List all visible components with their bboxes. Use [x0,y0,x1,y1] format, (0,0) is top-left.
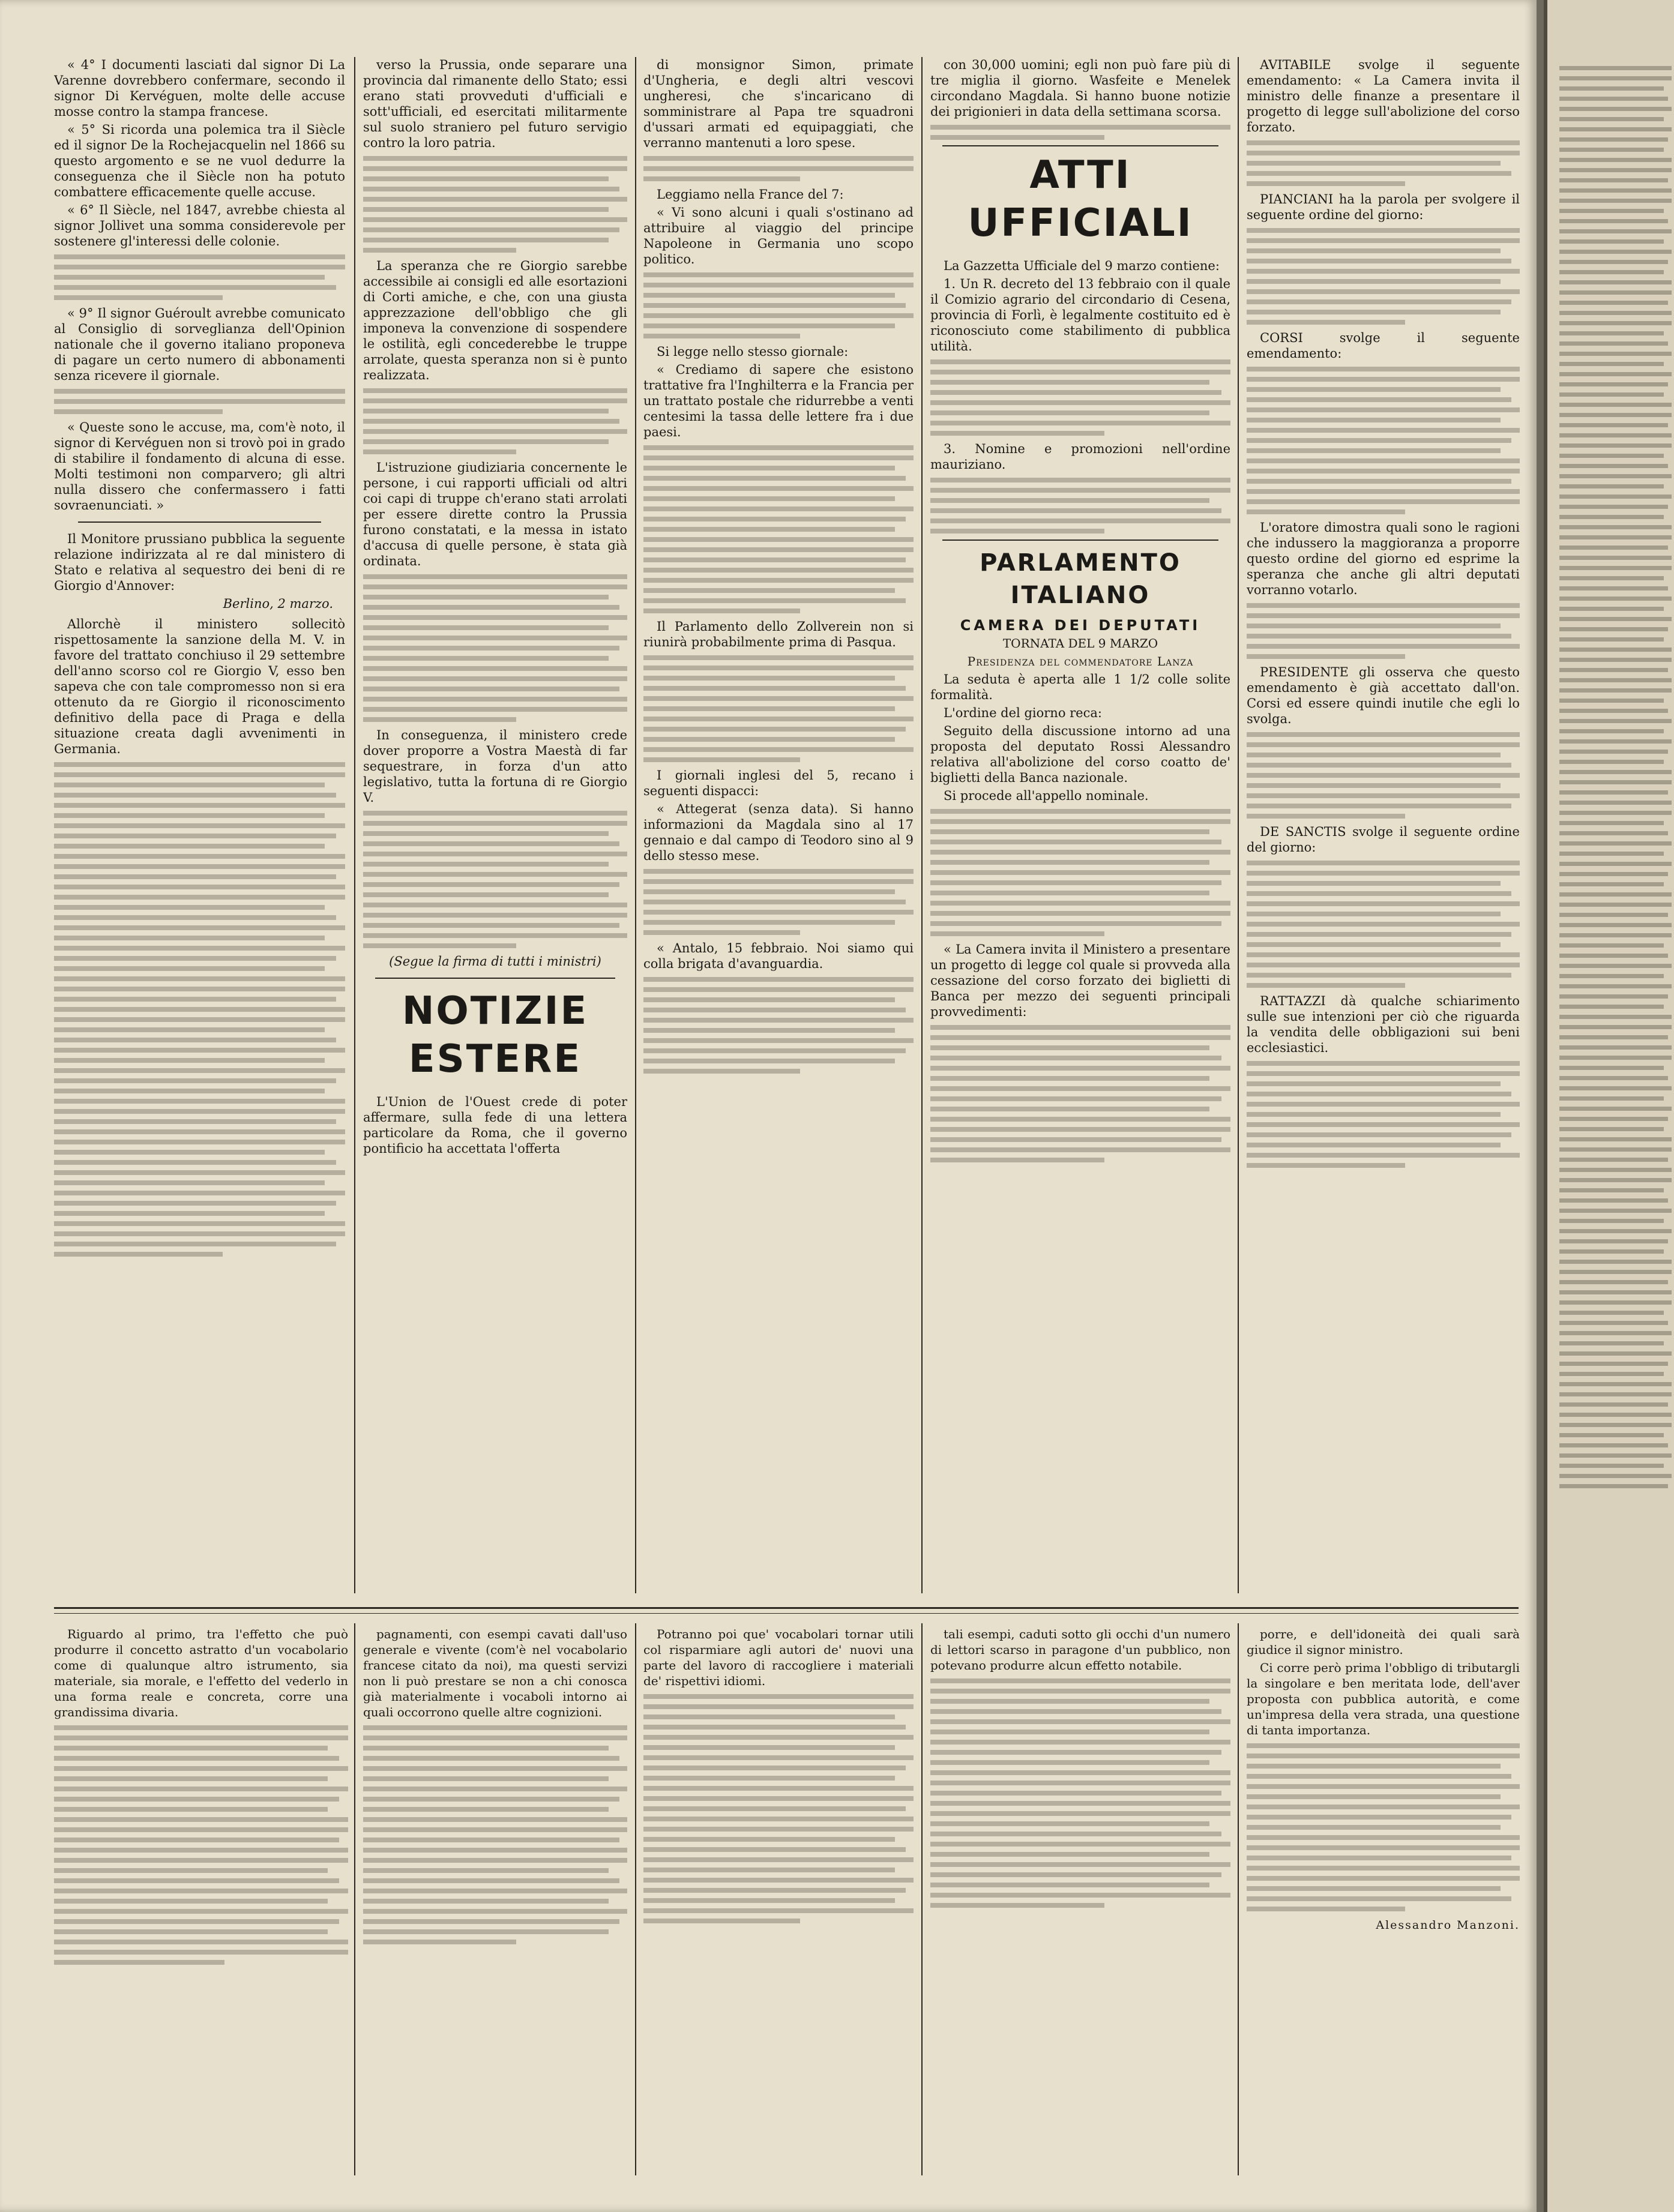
paragraph: di monsignor Simon, primate d'Ungheria, e degli altri vescovi ungheresi, che s'incaricano di somministrare al Papa tre squadroni d'ussari armati ed equipaggiati, che verranno mantenuti a loro spese. [643,58,914,150]
paragraph: « Antalo, 15 febbraio. Noi siamo qui colla brigata d'avanguardia. [643,941,914,971]
paragraph: « Crediamo di sapere che esistono trattative fra l'Inghilterra e la Francia per un trattato postale che ridurrebbe a venti centesimi la tassa delle lettere fra i due paesi. [643,362,914,439]
text-block [930,809,1230,936]
column-divider [354,1623,355,2175]
text-block [1247,140,1520,186]
paragraph: Il Monitore prussiano pubblica la seguente relazione indirizzata al re dal ministero di Stato e relativa al sequestro dei beni di re Giorgio d'Annover: [54,532,345,593]
paragraph: CORSI svolge il seguente emendamento: [1247,331,1520,361]
text-block [930,1025,1230,1162]
text-block [1247,1743,1520,1911]
paragraph: Il Parlamento dello Zollverein non si riunirà probabilmente prima di Pasqua. [643,619,914,649]
paragraph: AVITABILE svolge il seguente emendamento: « La Camera invita il ministro delle finanze a presentare il progetto di legge sull'abolizione del corso forzato. [1247,58,1520,134]
text-block [54,254,345,300]
paragraph: La Gazzetta Ufficiale del 9 marzo contiene: [944,259,1220,273]
text-block [363,574,627,722]
text-block [643,655,914,762]
divider [78,521,321,523]
paragraph: Si procede all'appello nominale. [944,789,1149,803]
column-divider [635,57,636,1593]
paragraph: « 4° I documenti lasciati dal signor Di La Varenne dovrebbero confermare, secondo il signor Di Kervéguen, molte delle accuse mosse contro la stampa francese. [54,58,345,119]
text-block [54,1725,348,1965]
paragraph: « 6° Il Siècle, nel 1847, avrebbe chiesta al signor Jollivet una somma considerevole per sostenere gl'interessi delle colonie. [54,203,345,248]
paragraph: « Attegerat (senza data). Si hanno informazioni da Magdala sino al 17 gennaio e dal campo di Teodoro sino al 9 dello stesso mese. [643,802,914,863]
paragraph: L'istruzione giudiziaria concernente le persone, i cui rapporti ufficiali od altri coi capi di truppe ch'erano stati arrolati per essere dirette contro la Prussia furono constatati, e la messa in istato d'accusa di quelle persone, è stata già ordinata. [363,460,627,568]
paragraph: DE SANCTIS svolge il seguente ordine del giorno: [1247,825,1520,855]
paragraph: 3. Nomine e promozioni nell'ordine mauriziano. [930,442,1230,472]
paragraph: « Vi sono alcuni i quali s'ostinano ad attribuire al viaggio del principe Napoleone in Germania uno scopo politico. [643,205,914,266]
divider [942,145,1218,146]
text-block [54,389,345,414]
paragraph: Potranno poi que' vocabolari tornar utili col risparmiare agli autori de' nuovi una parte del lavoro di raccogliere i materiali de' rispettivi idiomi. [643,1627,914,1688]
text-block [54,762,345,1257]
paragraph: Leggiamo nella France del 7: [657,187,844,202]
adjacent-page-edge [1544,0,1674,2212]
column-divider [635,1623,636,2175]
text-block [1247,1061,1520,1168]
feuilleton-column-4 [930,1626,1230,2172]
column-divider [1238,1623,1239,2175]
text-block [643,1694,914,1923]
paragraph: « 9° Il signor Guéroult avrebbe comunicato al Consiglio di sorveglianza dell'Opinion nationale che il governo italiano proponeva di pagare un certo numero di abbonamenti senza ricevere il giornale. [54,306,345,383]
paragraph: RATTAZZI dà qualche schiarimento sulle sue intenzioni per ciò che riguarda la vendita delle obbligazioni sui beni ecclesiastici. [1247,994,1520,1055]
text-block [643,869,914,935]
atti-ufficiali-heading: ATTI UFFICIALI [968,153,1193,245]
text-block [643,156,914,181]
author-signature: Alessandro Manzoni. [1376,1919,1520,1932]
section-divider [54,1613,1519,1614]
paragraph: tali esempi, caduti sotto gli occhi d'un numero di lettori scarso in paragone d'un pubblico, non potevano produrre alcun effetto notabile. [930,1627,1230,1673]
text-block [363,156,627,253]
signature-note: (Segue la firma di tutti i ministri) [389,954,601,969]
paragraph: PIANCIANI ha la parola per svolgere il seguente ordine del giorno: [1247,192,1520,222]
column-divider [921,57,923,1593]
paragraph: In conseguenza, il ministero crede dover proporre a Vostra Maestà di far sequestrare, in forza d'un atto legislativo, tutta la fortuna di re Giorgio V. [363,728,627,805]
column-4 [930,57,1230,1593]
dateline: Berlino, 2 marzo. [223,597,333,611]
parlamento-heading: PARLAMENTO ITALIANO [980,549,1181,609]
paragraph: Si legge nello stesso giornale: [657,344,849,359]
paragraph: « 5° Si ricorda una polemica tra il Siècle ed il signor De la Rochejacquelin nel 1866 su questo argomento e se ne vuol dedurre la conseguenza che il Siècle non ha potuto combattere efficacemente quelle accuse. [54,122,345,199]
paragraph: con 30,000 uomini; egli non può fare più di tre miglia il giorno. Wasfeite e Menelek circondano Magdala. Si hanno buone notizie dei prigionieri in data della settimana scorsa. [930,58,1230,119]
paragraph: 1. Un R. decreto del 13 febbraio con il quale il Comizio agrario del circondario di Cesena, provincia di Forlì, è legalmente costituito ed è riconosciuto come stabilimento di pubblica utilità. [930,277,1230,353]
text-block [1247,228,1520,325]
paragraph: Allorchè il ministero sollecitò rispettosamente la sanzione della M. V. in favore del trattato conchiuso il 29 settembre dell'anno scorso col re Giorgio V, esso ben sapeva che con tale compromesso non si era ottenuto da re Giorgio il riconoscimento definitivo della pace di Praga e della situazione creata dagli avvenimenti in Germania. [54,617,345,756]
column-5 [1247,57,1520,1593]
column-2 [363,57,627,1593]
text-block [930,359,1230,436]
tornata-heading: TORNATA DEL 9 MARZO [1002,636,1158,651]
text-block [930,1679,1230,1908]
notizie-estere-heading: NOTIZIE ESTERE [402,989,589,1081]
feuilleton-column-5 [1247,1626,1520,2172]
text-block [930,478,1230,533]
paragraph: L'ordine del giorno reca: [944,706,1102,720]
camera-heading: CAMERA DEI DEPUTATI [960,617,1201,634]
text-block [363,1725,627,1944]
text-block [363,388,627,454]
feuilleton-column-3 [643,1626,914,2172]
column-divider [1238,57,1239,1593]
divider [375,978,615,979]
text-block [643,977,914,1074]
column-divider [354,57,355,1593]
text-block [643,445,914,613]
divider [942,539,1218,541]
section-divider [54,1607,1519,1609]
paragraph: La seduta è aperta alle 1 1/2 colle solite formalità. [930,672,1230,702]
paragraph: « Queste sono le accuse, ma, com'è noto, il signor di Kervéguen non si trovò poi in grado di stabilire il fondamento di alcuna di esse. Molti testimoni non comparvero; gli altri nulla dissero che confermassero i fatti sovraenunciati. » [54,420,345,512]
column-divider [921,1623,923,2175]
column-1 [54,57,345,1599]
presidenza-heading: Presidenza del commendatore Lanza [967,654,1194,669]
text-block [363,811,627,948]
text-block [1247,603,1520,659]
paragraph: PRESIDENTE gli osserva che questo emendamento è già accettato dall'on. Corsi ed essere quindi inutile che egli lo svolga. [1247,665,1520,726]
text-block [643,272,914,338]
paragraph: verso la Prussia, onde separare una provincia dal rimanente dello Stato; essi erano stati provveduti d'ufficiali e sott'ufficiali, ed esercitati militarmente sul suolo straniero pel futuro servigio contro la loro patria. [363,58,627,150]
paragraph: Ci corre però prima l'obbligo di tributargli la singolare e ben meritata lode, dell'aver proposta con pubblica autorità, e come un'impresa della vera strada, una questione di tanta importanza. [1247,1661,1520,1737]
paragraph: Riguardo al primo, tra l'effetto che può produrre il concetto astratto d'un vocabolario come di qualunque altro istrumento, sia materiale, sia morale, e l'effetto del vederlo in una forma reale e concreta, corre una grandissima divaria. [54,1627,348,1719]
paragraph: La speranza che re Giorgio sarebbe accessibile ai consigli ed alle esortazioni di Corti amiche, e che, con una giusta apprezzazione dell'obbligo che gli imponeva la convenzione di sospendere le ostilità, egli concederebbe le truppe arrolate, questa speranza non si è punto realizzata. [363,259,627,382]
feuilleton-column-2 [363,1626,627,2172]
text-block [1247,861,1520,988]
text-block [1247,732,1520,819]
paragraph: pagnamenti, con esempi cavati dall'uso generale e vivente (com'è nel vocabolario francese citato da noi), ma questi servizi non li può prestare se non a chi conosca già materialmente i vocaboli intorno ai quali occorrono quelle altre cognizioni. [363,1627,627,1719]
paragraph: « La Camera invita il Ministero a presentare un progetto di legge col quale si provveda alla cessazione del corso forzato dei biglietti di Banca per mezzo dei seguenti principali provvedimenti: [930,942,1230,1019]
paragraph: porre, e dell'idoneità dei quali sarà giudice il signor ministro. [1247,1627,1520,1657]
paragraph: L'Union de l'Ouest crede di poter affermare, sulla fede di una lettera particolare da Roma, che il governo pontificio ha accettata l'offerta [363,1095,627,1156]
paragraph: Seguito della discussione intorno ad una proposta del deputato Rossi Alessandro relativa all'abolizione del corso coatto de' biglietti della Banca nazionale. [930,724,1230,785]
paragraph: L'oratore dimostra quali sono le ragioni che indussero la maggioranza a proporre questo ordine del giorno ed esprime la speranza che anche gli altri deputati vorranno votarlo. [1247,520,1520,597]
column-3 [643,57,914,1593]
text-block [1547,0,1674,1488]
paragraph: I giornali inglesi del 5, recano i seguenti dispacci: [643,768,914,798]
text-block [930,125,1230,140]
feuilleton-column-1 [54,1626,348,2172]
text-block [1247,367,1520,514]
